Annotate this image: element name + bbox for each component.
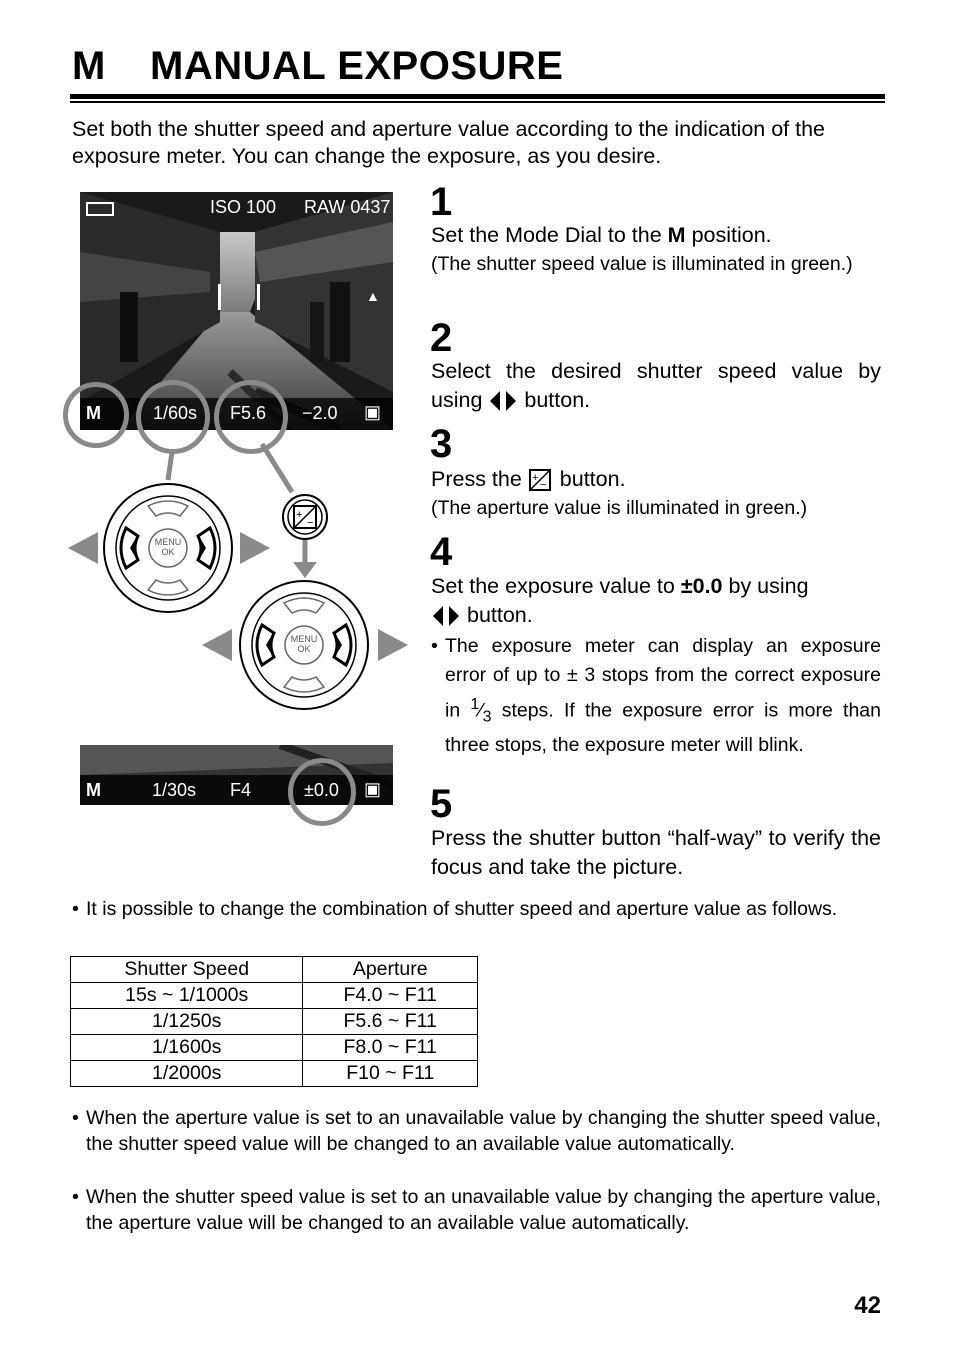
step-3-note: (The aperture value is illuminated in green.) — [431, 497, 808, 519]
table-cell: F5.6 ~ F11 — [303, 1009, 478, 1035]
bullet-dot: • — [72, 1107, 79, 1129]
bullet-dot: • — [72, 898, 79, 920]
table-row — [71, 1061, 478, 1087]
scene-icon: ▲ — [366, 288, 380, 304]
left-right-button-icon — [431, 605, 461, 627]
exposure-compensation-icon — [528, 469, 554, 491]
title-rule-thick — [70, 94, 885, 99]
highlight-ring-ev — [288, 758, 356, 826]
page-number: 42 — [854, 1292, 881, 1319]
title-rule-thin — [70, 101, 885, 103]
step-4-text: Set the exposure value to ±0.0 by using button. — [431, 574, 809, 627]
lcd-ev: −2.0 — [302, 403, 338, 423]
step-1-number: 1 — [430, 180, 453, 224]
svg-text:+: + — [296, 509, 303, 521]
mode-m-symbol: M — [72, 44, 106, 88]
lcd-bottom-aperture: F4 — [230, 780, 252, 800]
bullet-dot: • — [431, 635, 438, 657]
table-header: Shutter Speed — [71, 957, 303, 983]
table-cell: F4.0 ~ F11 — [303, 983, 478, 1009]
highlight-ring-mode — [63, 382, 129, 448]
intro-paragraph: Set both the shutter speed and aperture value according to the indication of the exposure meter. You can change the exposure, as you desire. — [72, 117, 826, 168]
table-cell: 15s ~ 1/1000s — [71, 983, 303, 1009]
lcd-mode: M — [86, 403, 101, 423]
table-cell: 1/1600s — [71, 1035, 303, 1061]
metering-icon: ▣ — [364, 779, 382, 799]
lcd-bottom-ev: ±0.0 — [304, 780, 339, 800]
svg-text:+: + — [531, 472, 539, 485]
table-row — [71, 983, 478, 1009]
dial-left-menu-ok-label: MENU OK — [154, 537, 182, 557]
table-cell: 1/1250s — [71, 1009, 303, 1035]
svg-text:−: − — [539, 479, 547, 492]
lcd-shutter: 1/60s — [153, 403, 198, 423]
step-2-number: 2 — [430, 316, 453, 360]
combo-bullet: • It is possible to change the combination of shutter speed and aperture value as follows. — [72, 898, 838, 920]
step-3-number: 3 — [430, 422, 453, 466]
page-title — [72, 44, 563, 89]
lcd-bottom-shutter: 1/30s — [152, 780, 197, 800]
table-cell: 1/2000s — [71, 1061, 303, 1087]
metering-icon: ▣ — [364, 402, 382, 422]
table-header: Aperture — [303, 957, 478, 983]
table-row — [71, 1009, 478, 1035]
table-row — [71, 1035, 478, 1061]
step-4-bullet: • The exposure meter can display an exposure error of up to ± 3 stops from the correct exposure in $^1⁄_3$ steps. If the exposure error is more than three stops, the exposure meter will blink. — [445, 632, 881, 760]
step-1-note: (The shutter speed value is illuminated in green.) — [431, 253, 853, 275]
bullet-dot: • — [72, 1186, 79, 1208]
step-5-number: 5 — [430, 782, 453, 826]
lcd-aperture: F5.6 — [230, 403, 267, 423]
lcd-bottom-mode: M — [86, 780, 101, 800]
svg-text:−: − — [307, 517, 314, 529]
shutter-aperture-table — [70, 956, 478, 1087]
left-right-button-icon — [488, 390, 518, 412]
table-cell: F8.0 ~ F11 — [303, 1035, 478, 1061]
table-header-row — [71, 957, 478, 983]
title-text: MANUAL EXPOSURE — [150, 44, 564, 88]
step-2-text: Select the desired shutter speed value by using button. — [431, 359, 881, 412]
table-cell: F10 ~ F11 — [303, 1061, 478, 1087]
step-5-text: Press the shutter button “half-way” to verify the focus and take the picture. — [431, 826, 881, 879]
control-diagram — [60, 440, 420, 740]
step-1-text: Set the Mode Dial to the M position. (The shutter speed value is illuminated in green.) — [431, 221, 881, 279]
step-3-text: Press the + − button. (The aperture value is illuminated in green.) — [431, 465, 881, 523]
step-4-number: 4 — [430, 530, 453, 574]
lcd-iso: ISO 100 — [210, 197, 277, 217]
note-bullet-2: • When the shutter speed value is set to an unavailable value by changing the aperture value, the aperture value will be changed to an available value automatically. — [72, 1186, 881, 1234]
note-bullet-1: • When the aperture value is set to an unavailable value by changing the shutter speed value, the shutter speed value will be changed to an available value automatically. — [72, 1107, 881, 1155]
mode-m-symbol: M — [667, 223, 686, 247]
lcd-raw-count: RAW 0437 — [304, 197, 391, 217]
dial-right-menu-ok-label: MENU OK — [290, 634, 318, 654]
focus-frame-icon — [218, 284, 260, 310]
battery-icon — [86, 202, 114, 216]
